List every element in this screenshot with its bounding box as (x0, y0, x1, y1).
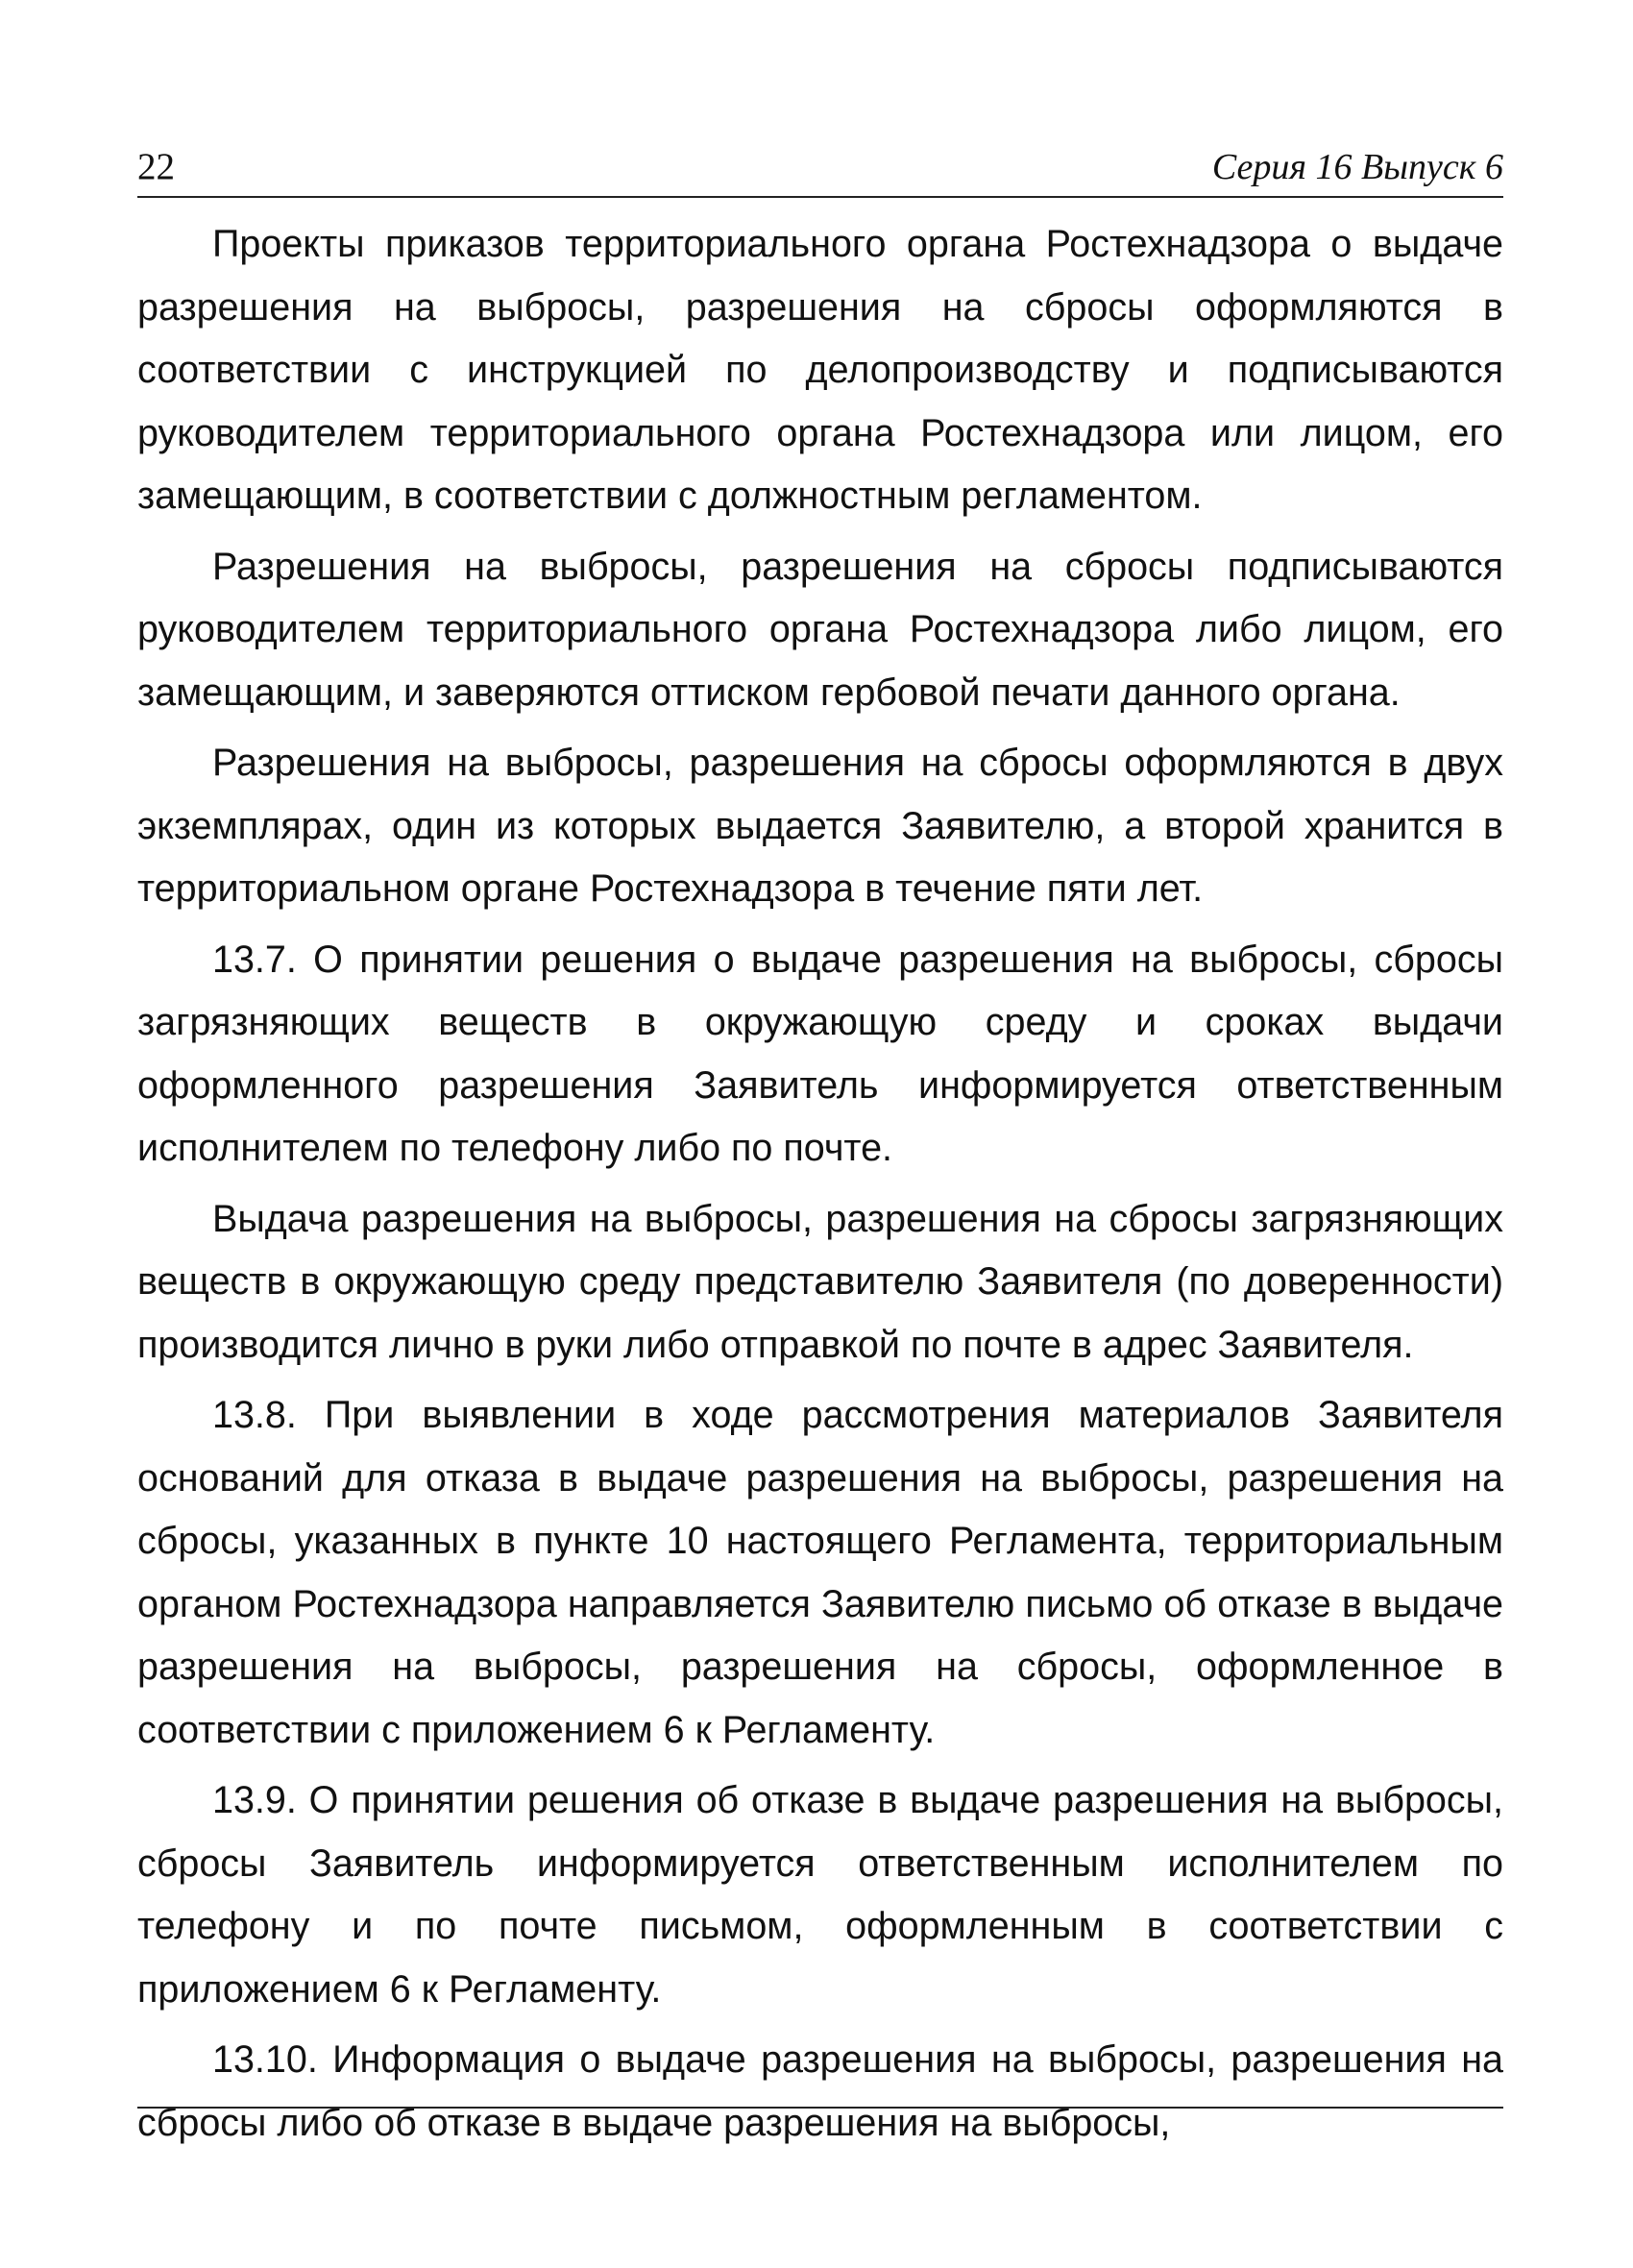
paragraph-permit-delivery: Выдача разрешения на выбросы, разрешения на сбросы загрязняющих веществ в окружающую среду представителю Заявителя (по доверенности) производится лично в руки либо отправкой по почте в адрес Заявителя. (137, 1197, 1503, 1366)
paragraph-orders-draft: Проекты приказов территориального органа Ростехнадзора о выдаче разрешения на выбросы, разрешения на сбросы оформляются в соответствии с инструкцией по делопроизводству и подписываются руководителем территориального органа Ростехнадзора или лицом, его замещающим, в соответствии с должностным регламентом. (137, 223, 1503, 517)
series-label: Серия 16 Выпуск 6 (1211, 147, 1503, 187)
paragraph-permits-signing: Разрешения на выбросы, разрешения на сбросы подписываются руководителем территориального органа Ростехнадзора либо лицом, его замещающим, и заверяются оттиском гербовой печати данного органа. (137, 545, 1503, 714)
paragraph-13-9: 13.9. О принятии решения об отказе в выдаче разрешения на выбросы, сбросы Заявитель информируется ответственным исполнителем по телефону и по почте письмом, оформленным в соответствии с приложением 6 к Регламенту. (137, 1779, 1503, 2011)
bottom-rule (137, 2107, 1503, 2109)
paragraph-13-10: 13.10. Информация о выдаче разрешения на выбросы, разрешения на сбросы либо об отказе в выдаче разрешения на выбросы, (137, 2038, 1503, 2144)
paragraph-13-7: 13.7. О принятии решения о выдаче разрешения на выбросы, сбросы загрязняющих веществ в окружающую среду и сроках выдачи оформленного разрешения Заявитель информируется ответственным исполнителем по телефону либо по почте. (137, 938, 1503, 1169)
body-text (137, 213, 1503, 2162)
paragraph-permits-copies: Разрешения на выбросы, разрешения на сбросы оформляются в двух экземплярах, один из которых выдается Заявителю, а второй хранится в территориальном органе Ростехнадзора в течение пяти лет. (137, 742, 1503, 910)
page-number: 22 (137, 146, 175, 187)
running-header (137, 144, 1503, 198)
paragraph-13-8: 13.8. При выявлении в ходе рассмотрения материалов Заявителя оснований для отказа в выдаче разрешения на выбросы, разрешения на сбросы, указанных в пункте 10 настоящего Регламента, территориальным органом Ростехнадзора направляется Заявителю письмо об отказе в выдаче разрешения на выбросы, разрешения на сбросы, оформленное в соответствии с приложением 6 к Регламенту. (137, 1394, 1503, 1751)
